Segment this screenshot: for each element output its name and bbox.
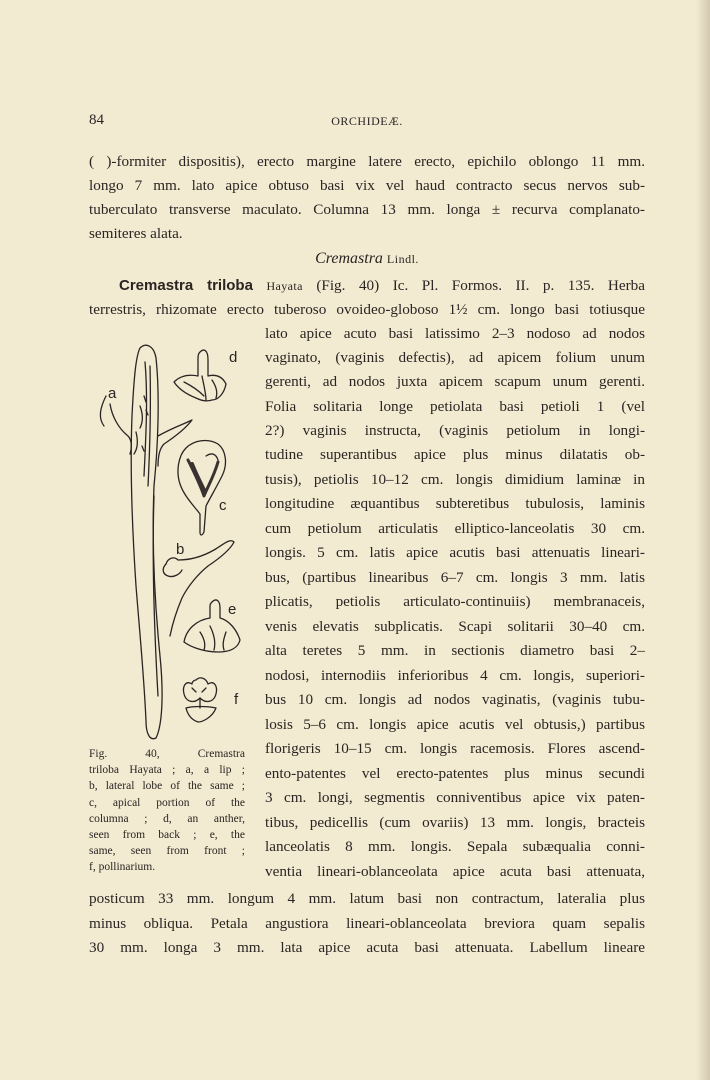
- body-line: tibus, pedicellis (cum ovariis) 13 mm. longis, bracteis: [265, 814, 645, 831]
- body-line: terrestris, rhizomate erecto tuberoso ovoideo-globoso 1½ cm. longo basi totiusque: [89, 301, 645, 318]
- body-line: longitudine æquantibus subteretibus tubulosis, laminis: [265, 495, 645, 512]
- body-line: bus, (partibus linearibus 6–7 cm. longis 3 mm. latis: [265, 569, 645, 586]
- body-line: 3 cm. longi, segmentis conniventibus apice vix paten-: [265, 789, 645, 806]
- body-line: 2?) vaginis instructa, (vaginis petiolum in longi-: [265, 422, 645, 439]
- body-line: Folia solitaria longe petiolata basi petioli 1 (vel: [265, 398, 645, 415]
- figure-label-f: f: [234, 691, 239, 708]
- intro-line: tuberculato transverse maculato. Columna 13 mm. longa ± recurva complanato-: [89, 201, 645, 218]
- botanical-drawing: [88, 336, 260, 746]
- caption-line: seen from back ; e, the: [89, 828, 245, 841]
- figure-label-b: b: [176, 541, 185, 558]
- genus-author: Lindl.: [386, 252, 419, 266]
- caption-line: Fig. 40, Cremastra: [89, 748, 245, 760]
- pollinarium-drawing-f: [183, 678, 216, 722]
- body-line: longis. 5 cm. latis apice acutis basi attenuatis lineari-: [265, 544, 645, 561]
- body-line: lato apice acuto basi latissimo 2–3 nodoso ad nodos: [265, 325, 645, 342]
- page-edge-shadow: [696, 0, 710, 1080]
- body-line: ento-patentes vel erecto-patentes plus minus secundi: [265, 765, 645, 782]
- figure-caption: [89, 746, 245, 876]
- page-number: 84: [89, 112, 104, 128]
- intro-line: ( )-formiter dispositis), erecto margine latere erecto, epichilo oblongo 11 mm.: [89, 153, 645, 170]
- caption-line: b, lateral lobe of the same ;: [89, 780, 245, 793]
- genus-heading: [89, 250, 645, 268]
- body-line: tusis), petiolis 10–12 cm. longis dimidium laminæ in: [265, 471, 645, 488]
- body-line: alta teretes 5 mm. in sectionis diametro basi 2–: [265, 642, 645, 659]
- figure-label-e: e: [228, 601, 237, 618]
- body-line: ventia lineari-oblanceolata apice acuta basi attenuata,: [265, 863, 645, 880]
- species-citation: (Fig. 40) Ic. Pl. Formos. II. p. 135. Herba: [302, 277, 645, 294]
- body-line: venis elevatis subplicatis. Scapi solitarii 30–40 cm.: [265, 618, 645, 635]
- body-line: 30 mm. longa 3 mm. lata apice acuta basi attenuata. Labellum lineare: [89, 939, 645, 956]
- body-line: florigeris 10–15 cm. longis racemosis. Flores ascend-: [265, 740, 645, 757]
- body-line: minus obliqua. Petala angustiora lineari-oblanceolata breviora quam sepalis: [89, 915, 645, 932]
- figure-label-c: c: [219, 497, 227, 514]
- body-line: cum petiolum articulatis elliptico-lanceolatis 30 cm.: [265, 520, 645, 537]
- intro-line: semiteres alata.: [89, 225, 183, 242]
- figure-label-a: a: [108, 385, 117, 402]
- running-title: ORCHIDEÆ.: [331, 114, 403, 128]
- caption-line: columna ; d, an anther,: [89, 812, 245, 825]
- body-line: nodosi, internodiis inferioribus 4 cm. longis, superiori-: [265, 667, 645, 684]
- running-header: [89, 112, 645, 132]
- species-author: Hayata: [266, 279, 303, 293]
- genus-name: Cremastra: [315, 250, 383, 267]
- intro-line: longo 7 mm. lato apice obtuso basi vix vel haud contracto secus nervos sub-: [89, 177, 645, 194]
- body-line: tudine superantibus apice plus minus dilatatis ob-: [265, 446, 645, 463]
- body-line: losis 5–6 cm. longis apice acutis vel obtusis,) partibus: [265, 716, 645, 733]
- columna-drawing-c: [178, 441, 225, 535]
- figure-label-d: d: [229, 349, 238, 366]
- caption-line: triloba Hayata ; a, a lip ;: [89, 764, 245, 777]
- body-line: vaginato, (vaginis defectis), ad apicem folium unum: [265, 349, 645, 366]
- species-name: Cremastra triloba: [119, 277, 253, 294]
- body-line: posticum 33 mm. longum 4 mm. latum basi non contractum, lateralia plus: [89, 890, 645, 907]
- body-line: bus 10 cm. longis ad nodos vaginatis, (vaginis tubu-: [265, 691, 645, 708]
- caption-line: f, pollinarium.: [89, 861, 156, 874]
- figure-40-illustration: [88, 336, 260, 746]
- species-line: [89, 274, 645, 298]
- caption-line: c, apical portion of the: [89, 796, 245, 809]
- body-line: plicatis, petiolis articulato-continuiis) membranaceis,: [265, 593, 645, 610]
- caption-line: same, seen from front ;: [89, 845, 245, 858]
- body-line: gerenti, ad nodos juxta apicem scapum unum gerenti.: [265, 373, 645, 390]
- anther-back-drawing-d: [174, 350, 226, 401]
- body-line: lanceolatis 8 mm. longis. Sepala subæqualia conni-: [265, 838, 645, 855]
